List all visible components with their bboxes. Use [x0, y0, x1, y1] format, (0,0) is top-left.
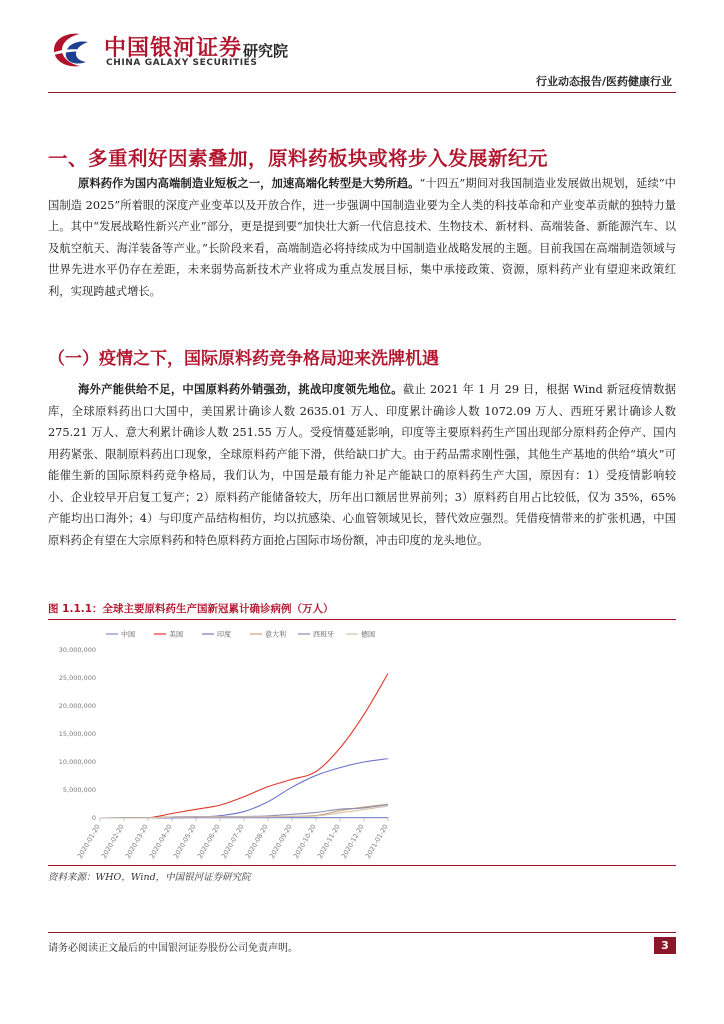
report-type: 行业动态报告/医药健康行业: [535, 75, 672, 88]
legend-label: 印度: [217, 630, 231, 639]
legend-label: 中国: [121, 630, 135, 639]
y-tick-label: 0: [91, 814, 96, 822]
footer-disclaimer: 请务必阅读正文最后的中国银河证券股份公司免责声明。: [48, 943, 298, 954]
header-divider: [48, 92, 676, 93]
x-tick-label: 2020-07-20: [219, 823, 246, 860]
x-tick-label: 2020-08-20: [243, 823, 270, 860]
x-tick-label: 2020-05-20: [171, 823, 198, 860]
legend-label: 美国: [169, 630, 183, 639]
x-tick-label: 2020-03-20: [123, 823, 150, 860]
page-number: 3: [654, 937, 676, 954]
legend-label: 意大利: [265, 630, 286, 639]
x-tick-label: 2021-01-20: [363, 823, 390, 860]
y-tick-label: 10,000,000: [58, 758, 96, 766]
x-tick-label: 2020-09-20: [267, 823, 294, 860]
paragraph-body: “十四五”期间对我国制造业发展做出规划，延续“中国制造 2025”所着眼的深度产业变革以及开放合作，进一步强调中国制造业要为全人类的科技革命和产业变革贡献的独特力量上。其中“发展战略性新兴产业”部分，更是提到要“加快壮大新一代信息技术、生物技术、新材料、高端装备、新能源汽车、以及航空航天、海洋装备等产业。”长阶段来看，高端制造必将持续成为中国制造业战略发展的主题。目前我国在高端制造领域与世界先进水平仍存在差距，未来弱势高新技术产业将成为重点发展目标，集中承接政策、资源，原料药产业有望迎来政策红利，实现跨越式增长。: [48, 177, 676, 298]
series-line-美国: [100, 674, 388, 818]
x-tick-label: 2020-06-20: [195, 823, 222, 860]
section1-paragraph: [48, 173, 676, 302]
paragraph-lead: 原料药作为国内高端制造业短板之一，加速高端化转型是大势所趋。: [78, 176, 420, 190]
footer-divider: [48, 932, 676, 933]
logo-institute: 研究院: [243, 42, 289, 60]
x-tick-label: 2020-11-20: [315, 823, 342, 860]
figure-title: 图 1.1.1：全球主要原料药生产国新冠累计确诊病例（万人）: [48, 603, 334, 615]
y-tick-label: 15,000,000: [58, 730, 96, 738]
subsection-title: （一）疫情之下，国际原料药竞争格局迎来洗牌机遇: [48, 349, 439, 369]
y-tick-label: 20,000,000: [58, 702, 96, 710]
logo-company-name: 中国银河证券: [104, 36, 243, 61]
x-tick-label: 2020-02-20: [99, 823, 126, 860]
logo-english-name: CHINA GALAXY SECURITIES: [106, 58, 258, 68]
figure-top-rule: [48, 619, 676, 620]
x-tick-label: 2020-04-20: [147, 823, 174, 860]
x-tick-label: 2020-01-20: [75, 823, 102, 860]
x-tick-label: 2020-10-20: [291, 823, 318, 860]
section2-paragraph: [48, 379, 676, 551]
covid-cases-line-chart: [48, 622, 400, 862]
x-tick-label: 2020-12-20: [339, 823, 366, 860]
legend-label: 西班牙: [313, 630, 334, 639]
paragraph-lead: 海外产能供给不足，中国原料药外销强劲，挑战印度领先地位。: [78, 382, 403, 396]
y-tick-label: 30,000,000: [58, 646, 96, 654]
legend-label: 德国: [361, 630, 375, 639]
section-title: 一、多重利好因素叠加，原料药板块或将步入发展新纪元: [48, 147, 549, 170]
y-tick-label: 25,000,000: [58, 674, 96, 682]
paragraph-body: 截止 2021 年 1 月 29 日，根据 Wind 新冠疫情数据库，全球原料药出口大国中，美国累计确诊人数 2635.01 万人、印度累计确诊人数 1072.09 万人、西班牙累计确诊人数 275.21 万人、意大利累计确诊人数 251.55 万人。受疫情蔓延影响，印度等主要原料药生产国出现部分原料药企停产、国内用药紧张、限制原料药出口现象，全球原料药产能下滑，供给缺口扩大。由于药品需求刚性强，其他生产基地的供给“填火”可能催生新的国际原料药竞争格局，我们认为，中国是最有能力补足产能缺口的原料药生产大国，原因有：1）受疫情影响较小、企业较早开启复工复产；2）原料药产能储备较大，历年出口额居世界前列；3）原料药自用占比较低，仅为 35%，65%产能均出口海外；4）与印度产品结构相仿，均以抗感染、心血管领域见长，替代效应强烈。凭借疫情带来的扩张机遇，中国原料药企有望在大宗原料药和特色原料药方面抢占国际市场份额，冲击印度的龙头地位。: [48, 383, 676, 547]
galaxy-logo-icon: [48, 30, 96, 70]
y-tick-label: 5,000,000: [62, 786, 96, 794]
figure-source: 资料来源：WHO，Wind，中国银河证券研究院: [48, 872, 251, 883]
figure-bottom-rule: [48, 865, 676, 866]
